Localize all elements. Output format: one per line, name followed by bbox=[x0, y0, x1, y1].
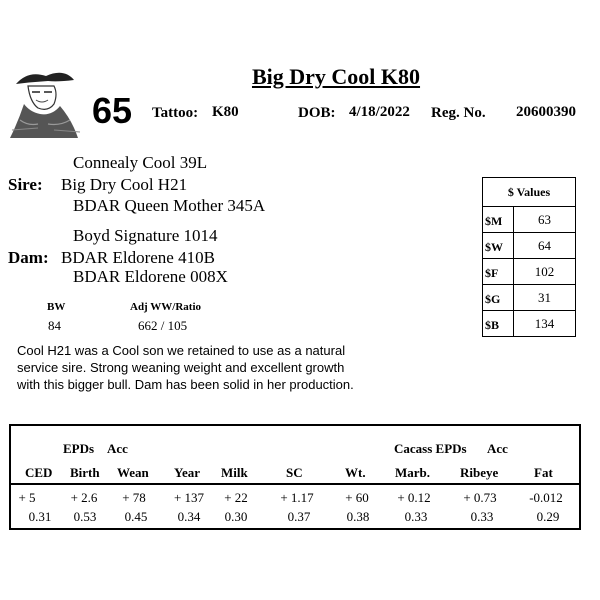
epd-accuracy: 0.38 bbox=[346, 509, 370, 524]
sire-dam: BDAR Queen Mother 345A bbox=[73, 196, 266, 215]
col-header: Marb. bbox=[395, 465, 431, 480]
reg-value: 20600390 bbox=[516, 104, 576, 120]
dollar-value-row bbox=[483, 207, 575, 233]
carcass-acc-label: Acc bbox=[487, 441, 508, 456]
page-title: Big Dry Cool K80 bbox=[251, 64, 421, 89]
col-header: Fat bbox=[534, 465, 553, 480]
epd-value: + 2.6 bbox=[70, 490, 98, 505]
dollar-value-row bbox=[483, 311, 575, 336]
dollar-value-label: $M bbox=[483, 207, 514, 232]
dollar-value: 102 bbox=[534, 264, 555, 279]
dollar-value-row bbox=[483, 285, 575, 311]
sire-sire: Connealy Cool 39L bbox=[73, 153, 208, 172]
dollar-value-label: $W bbox=[483, 233, 514, 258]
col-header: CED bbox=[25, 465, 53, 480]
epds-acc-label: Acc bbox=[107, 441, 128, 456]
bw-value: 84 bbox=[48, 318, 61, 333]
sire-name: Big Dry Cool H21 bbox=[61, 175, 188, 194]
dollar-value: 31 bbox=[538, 290, 551, 305]
dollar-values-table bbox=[482, 177, 576, 337]
epd-accuracy: 0.31 bbox=[28, 509, 52, 524]
epd-accuracy: 0.30 bbox=[224, 509, 248, 524]
epd-value: + 22 bbox=[224, 490, 248, 505]
dam-name: BDAR Eldorene 410B bbox=[61, 248, 215, 267]
epd-table bbox=[9, 424, 581, 530]
dob-value: 4/18/2022 bbox=[349, 104, 410, 120]
epds-group-label: EPDs bbox=[63, 441, 95, 456]
epd-value: + 0.12 bbox=[397, 490, 431, 505]
dob-label: DOB: bbox=[298, 105, 336, 121]
col-header: Ribeye bbox=[460, 465, 499, 480]
epd-value: + 0.73 bbox=[463, 490, 497, 505]
epd-value: + 60 bbox=[345, 490, 369, 505]
sire-label: Sire: bbox=[8, 175, 43, 194]
lot-number: 65 bbox=[92, 90, 133, 131]
dollar-value-row bbox=[483, 259, 575, 285]
ww-value: 662 / 105 bbox=[138, 318, 188, 333]
dollar-values-title: $ Values bbox=[483, 178, 575, 207]
epd-value: + 1.17 bbox=[280, 490, 314, 505]
epd-value: + 78 bbox=[122, 490, 146, 505]
dollar-value-label: $G bbox=[483, 285, 514, 310]
epd-accuracy: 0.45 bbox=[124, 509, 148, 524]
dam-dam: BDAR Eldorene 008X bbox=[73, 267, 228, 286]
dollar-value-label: $F bbox=[483, 259, 514, 284]
dollar-value: 134 bbox=[534, 316, 555, 331]
epd-accuracy: 0.53 bbox=[73, 509, 97, 524]
epd-divider bbox=[11, 483, 579, 485]
tattoo-value: K80 bbox=[212, 104, 239, 120]
dollar-value-label: $B bbox=[483, 311, 514, 336]
epd-accuracy: 0.34 bbox=[177, 509, 201, 524]
dollar-value: 63 bbox=[538, 212, 551, 227]
epd-accuracy: 0.33 bbox=[404, 509, 428, 524]
tattoo-label: Tattoo: bbox=[152, 105, 199, 121]
bull-description: Cool H21 was a Cool son we retained to use as a natural service sire. Strong weaning weight and excellent growth with this bigger bull. Dam has been solid in her production. bbox=[17, 343, 354, 392]
bw-label: BW bbox=[47, 301, 66, 313]
epd-accuracy: 0.37 bbox=[287, 509, 311, 524]
reg-label: Reg. No. bbox=[431, 105, 486, 121]
ww-label: Adj WW/Ratio bbox=[130, 301, 201, 313]
epd-value: + 5 bbox=[18, 490, 36, 505]
col-header: Year bbox=[174, 465, 200, 480]
epd-value: + 137 bbox=[173, 490, 205, 505]
col-header: Birth bbox=[70, 465, 100, 480]
dollar-value-row bbox=[483, 233, 575, 259]
carcass-group-label: Cacass EPDs bbox=[394, 441, 467, 456]
dollar-value: 64 bbox=[538, 238, 551, 253]
epd-value: -0.012 bbox=[529, 490, 563, 505]
col-header: SC bbox=[286, 465, 303, 480]
dam-sire: Boyd Signature 1014 bbox=[73, 226, 218, 245]
epd-accuracy: 0.33 bbox=[470, 509, 494, 524]
col-header: Milk bbox=[221, 465, 248, 480]
col-header: Wt. bbox=[345, 465, 366, 480]
col-header: Wean bbox=[117, 465, 149, 480]
dam-label: Dam: bbox=[8, 248, 49, 267]
epd-accuracy: 0.29 bbox=[536, 509, 560, 524]
